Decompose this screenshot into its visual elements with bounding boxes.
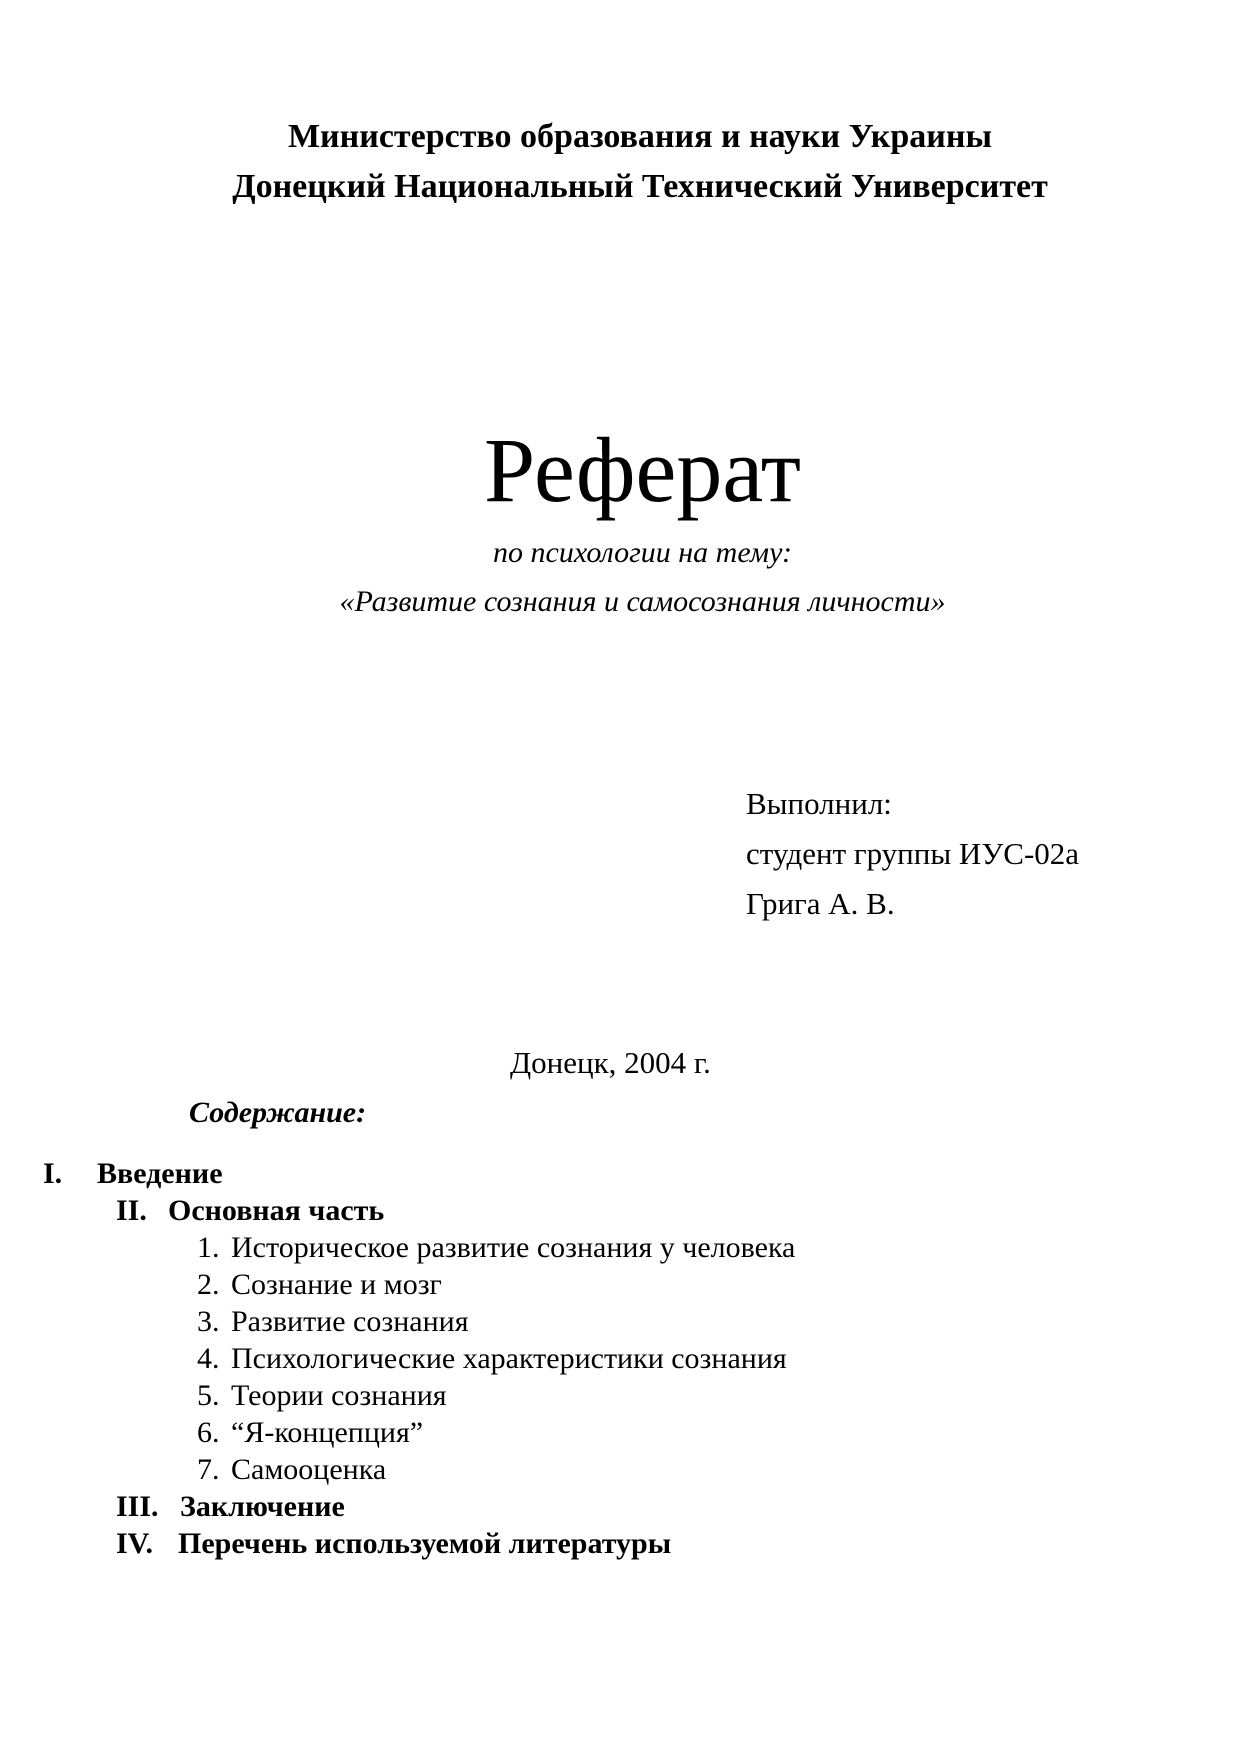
toc-subsection-number: 3. xyxy=(197,1305,220,1338)
toc-subsection-label: Сознание и мозг xyxy=(231,1268,442,1301)
toc-subsection xyxy=(197,1267,442,1303)
toc-section-label: Основная часть xyxy=(168,1194,385,1227)
toc-subsection-number: 1. xyxy=(197,1231,220,1264)
toc-subsection-label: “Я-концепция” xyxy=(231,1416,424,1449)
city-year: Донецк, 2004 г. xyxy=(510,1045,711,1080)
toc-subsection-label: Историческое развитие сознания у человека xyxy=(231,1231,796,1264)
toc-subsection-number: 5. xyxy=(197,1379,220,1412)
toc-section-label: Введение xyxy=(97,1157,223,1190)
toc-subsection-number: 7. xyxy=(197,1453,220,1486)
toc-subsection-label: Развитие сознания xyxy=(231,1305,469,1338)
university-heading: Донецкий Национальный Технический Университет xyxy=(232,168,1048,205)
subject-line: по психологии на тему: xyxy=(493,536,792,569)
document-title: Реферат xyxy=(483,419,801,521)
toc-subsection-number: 2. xyxy=(197,1268,220,1301)
author-group: студент группы ИУС-02а xyxy=(746,836,1080,871)
toc-heading: Содержание: xyxy=(189,1096,367,1129)
toc-subsection xyxy=(197,1341,787,1377)
toc-subsection xyxy=(197,1230,795,1266)
topic-line: «Развитие сознания и самосознания личности» xyxy=(339,585,946,618)
toc-section xyxy=(116,1489,345,1525)
toc-section-numeral: III. xyxy=(116,1490,159,1523)
toc-section-numeral: I. xyxy=(43,1157,63,1190)
toc-subsection-number: 6. xyxy=(197,1416,220,1449)
toc-section xyxy=(116,1193,384,1229)
toc-subsection-label: Теории сознания xyxy=(231,1379,447,1412)
toc-subsection-number: 4. xyxy=(197,1342,220,1375)
author-label: Выполнил: xyxy=(746,786,892,821)
toc-section-numeral: IV. xyxy=(116,1527,153,1560)
toc-subsection xyxy=(197,1304,469,1340)
toc-subsection xyxy=(197,1452,386,1488)
toc-subsection xyxy=(197,1378,447,1414)
toc-section-label: Перечень используемой литературы xyxy=(178,1527,672,1560)
toc-section-label: Заключение xyxy=(180,1490,345,1523)
author-name: Грига А. В. xyxy=(746,886,895,921)
toc-subsection-label: Психологические характеристики сознания xyxy=(231,1342,787,1375)
toc-subsection-label: Самооценка xyxy=(231,1453,387,1486)
toc-subsection xyxy=(197,1415,423,1451)
toc-section xyxy=(116,1526,671,1562)
toc-section-numeral: II. xyxy=(116,1194,147,1227)
ministry-heading: Министерство образования и науки Украины xyxy=(287,118,993,155)
toc-section xyxy=(43,1156,223,1192)
